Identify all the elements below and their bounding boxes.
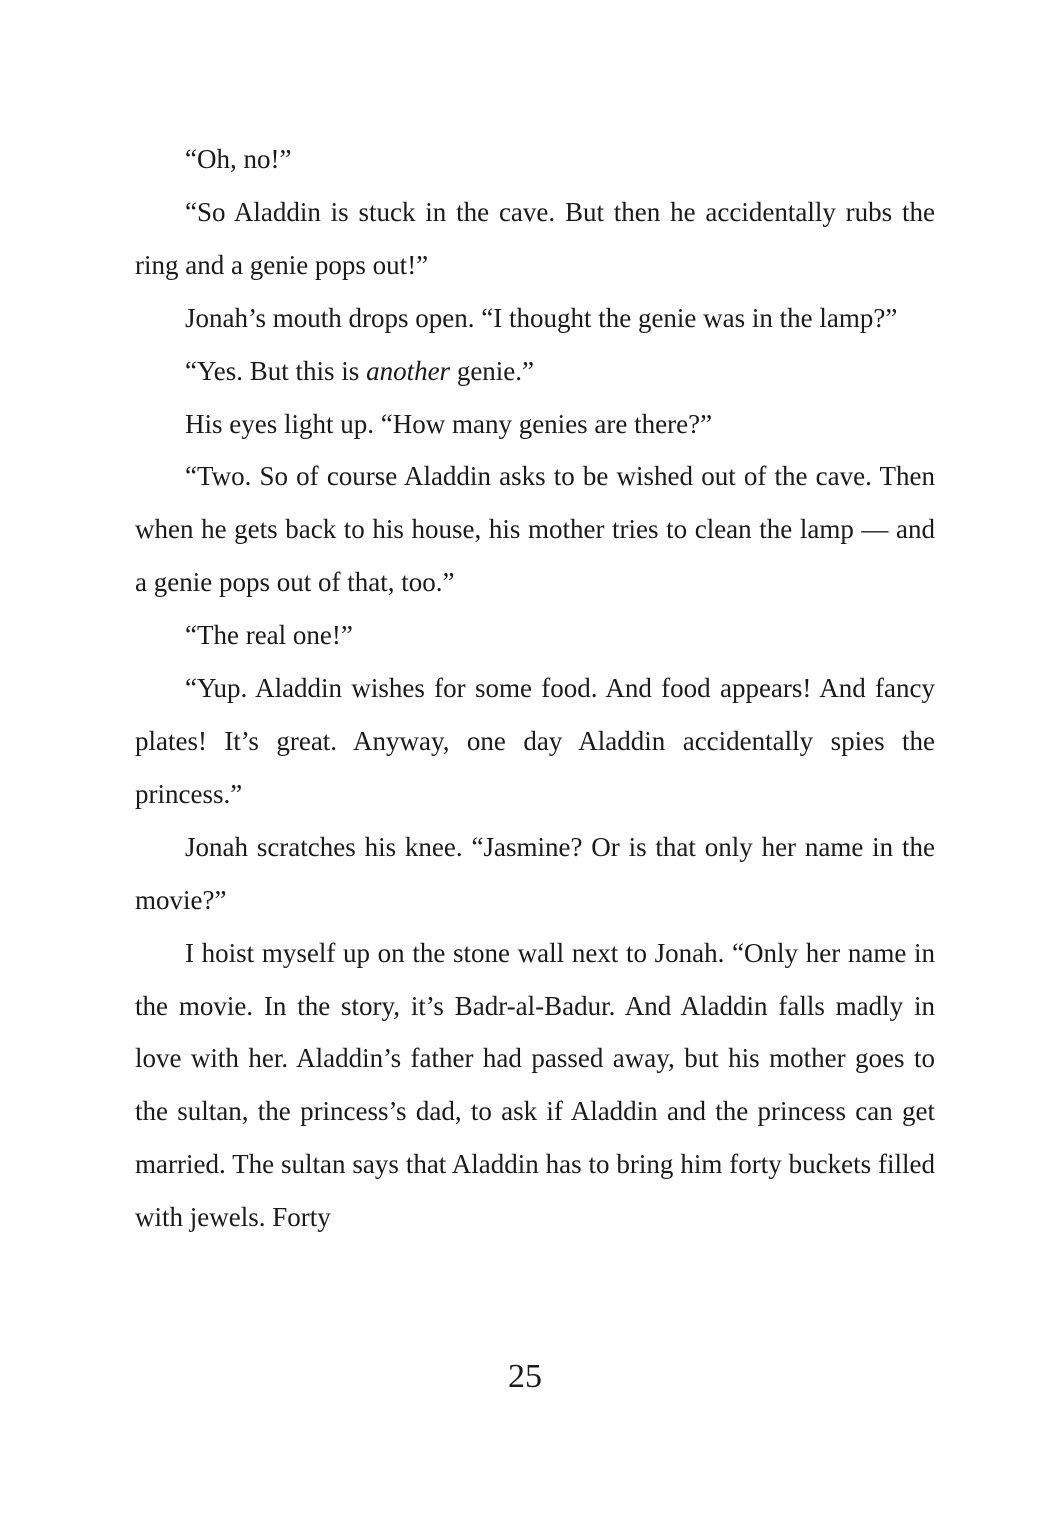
paragraph-4 — [135, 345, 935, 398]
paragraph-1: “Oh, no!” — [185, 144, 292, 174]
paragraph-4-before: “Yes. But this is — [185, 355, 367, 386]
paragraph-6: “Two. So of course Aladdin asks to be wished out of the cave. Then when he gets back to his house, his mother tries to clean the lamp — and a genie pops out of that, too.” — [135, 461, 935, 598]
paragraph-8: “Yup. Aladdin wishes for some food. And food appears! And fancy plates! It’s great. Anyway, one day Aladdin accidentally spies the princess.” — [135, 673, 935, 809]
paragraph-7: “The real one!” — [185, 620, 353, 651]
paragraph-10: I hoist myself up on the stone wall next to Jonah. “Only her name in the movie. In the story, it’s Badr-al-Badur. And Aladdin falls madly in love with her. Aladdin’s father had passed away, but his mother goes to the sultan, the princess’s dad, to ask if Aladdin and the princess can get married. The sultan says that Aladdin has to bring him forty buckets filled with jewels. Forty — [135, 937, 935, 1233]
paragraph-9: Jonah scratches his knee. “Jasmine? Or is that only her name in the movie?” — [135, 831, 935, 915]
body-text — [135, 133, 935, 1244]
paragraph-4-after: genie.” — [450, 355, 535, 386]
paragraph-4-emphasis: another — [366, 355, 451, 386]
paragraph-3: Jonah’s mouth drops open. “I thought the genie was in the lamp?” — [185, 302, 898, 333]
page-number: 25 — [508, 1358, 542, 1395]
paragraph-2: “So Aladdin is stuck in the cave. But then he accidentally rubs the ring and a genie pops out!” — [135, 196, 935, 280]
paragraph-5: His eyes light up. “How many genies are there?” — [185, 408, 713, 439]
